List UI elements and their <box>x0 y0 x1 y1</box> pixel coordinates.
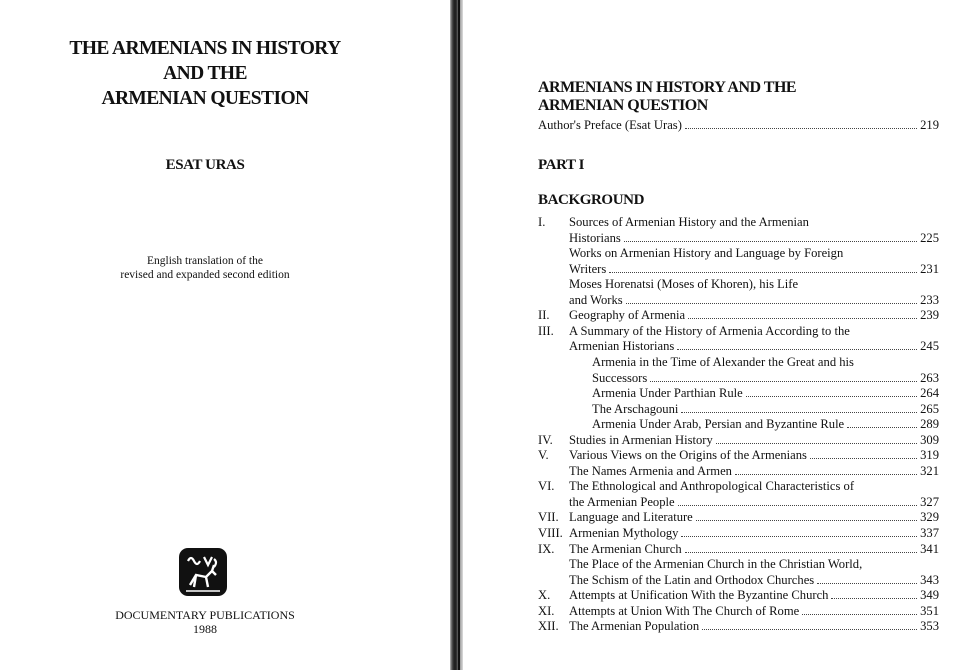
toc-leader-dots <box>685 118 917 129</box>
toc-leader-dots <box>624 231 917 242</box>
toc-leader-dots <box>802 604 917 615</box>
toc-entry-title: Author's Preface (Esat Uras) <box>538 118 682 132</box>
toc-leader-dots <box>681 526 917 537</box>
toc-page-number: 343 <box>920 572 939 587</box>
toc-entry-title: Sources of Armenian History and the Armenian <box>569 215 809 229</box>
toc-entry-number: III. <box>538 323 554 338</box>
edition-note <box>0 254 410 282</box>
toc-entry-title: Attempts at Unification With the Byzantine Church <box>569 588 829 603</box>
toc-entry <box>538 308 939 324</box>
toc-page-number: 327 <box>920 494 939 509</box>
toc-entry <box>538 215 939 231</box>
book-title-line: ARMENIAN QUESTION <box>101 88 309 109</box>
toc-page-number: 351 <box>920 603 939 618</box>
toc-page-number: 337 <box>920 526 939 540</box>
book-title <box>0 36 410 111</box>
toc-entry-number: I. <box>538 215 546 229</box>
toc-entry-title: The Names Armenia and Armen <box>569 463 732 478</box>
toc-entry-title: Attempts at Union With The Church of Rome <box>569 603 800 618</box>
toc-entry <box>538 432 939 449</box>
toc-page-number: 265 <box>920 401 939 416</box>
toc-entry <box>538 619 939 635</box>
toc-entry <box>538 323 939 340</box>
toc-entry-number: V. <box>538 448 549 463</box>
toc-entry-number: VI. <box>538 479 555 494</box>
toc-entry <box>569 293 939 309</box>
toc-entry-title: The Schism of the Latin and Orthodox Churches <box>569 572 815 587</box>
toc-leader-dots <box>688 308 917 319</box>
toc-leader-dots <box>685 542 917 553</box>
toc-entry <box>569 557 939 573</box>
toc-entry-title: Armenia Under Arab, Persian and Byzantine Rule <box>592 417 845 432</box>
publisher-info <box>0 608 410 636</box>
toc-entry-title: Historians <box>569 230 621 245</box>
toc-entry-title: Armenian Historians <box>569 339 675 354</box>
toc-leader-dots <box>716 433 917 444</box>
toc-entry-title: Various Views on the Origins of the Armenians <box>569 448 807 463</box>
toc-leader-dots <box>626 293 917 304</box>
toc-page-number: 245 <box>920 339 939 354</box>
toc-entry-number: IX. <box>538 541 555 556</box>
toc-entry-title: Studies in Armenian History <box>569 432 713 447</box>
toc-page-number: 264 <box>920 386 939 401</box>
part-heading: PART I <box>538 157 585 173</box>
contents-title-line: ARMENIANS IN HISTORY AND THE <box>538 79 797 96</box>
toc-entry-title: The Armenian Church <box>569 541 682 556</box>
publisher-name: DOCUMENTARY PUBLICATIONS <box>115 608 295 622</box>
toc-entry <box>538 448 939 464</box>
toc-leader-dots <box>677 339 917 350</box>
toc-entry <box>538 526 939 542</box>
toc-entry-title: Moses Horenatsi (Moses of Khoren), his Life <box>569 277 799 292</box>
toc-page-number: 233 <box>920 292 939 307</box>
toc-leader-dots <box>831 588 917 599</box>
toc-entry-number: XI. <box>538 603 555 618</box>
toc-entry-number: X. <box>538 588 551 603</box>
toc-page-number: 329 <box>920 510 939 525</box>
toc-leader-dots <box>678 495 917 506</box>
toc-entry <box>569 495 939 511</box>
toc-entry <box>538 510 939 526</box>
toc-page-number: 219 <box>920 118 939 132</box>
toc-entry <box>569 573 939 589</box>
toc-entry-title: Language and Literature <box>569 510 693 525</box>
toc-leader-dots <box>609 262 917 273</box>
toc-entry <box>592 417 939 433</box>
toc-leader-dots <box>650 371 917 382</box>
author-name: ESAT URAS <box>165 157 245 173</box>
publication-year: 1988 <box>193 622 217 636</box>
toc-entry-title: Armenian Mythology <box>569 526 679 540</box>
toc-entry-title: Armenia Under Parthian Rule <box>592 386 743 401</box>
toc-entry-title: The Place of the Armenian Church in the Christian World, <box>569 557 863 572</box>
right-page <box>463 0 977 670</box>
toc-entry-title: Works on Armenian History and Language by Foreign <box>569 246 844 261</box>
publisher-seal-icon <box>178 547 228 597</box>
toc-entry-title: Writers <box>569 261 607 276</box>
toc-entry <box>592 371 939 387</box>
toc-entry-title: A Summary of the History of Armenia According to the <box>569 323 850 338</box>
book-title-line: THE ARMENIANS IN HISTORY <box>69 38 341 59</box>
toc-entry-number: IV. <box>538 432 553 447</box>
contents-title-line: ARMENIAN QUESTION <box>538 97 708 114</box>
toc-entry <box>538 118 939 134</box>
toc-page-number: 353 <box>920 619 939 634</box>
toc-page-number: 231 <box>920 261 939 276</box>
book-title-line: AND THE <box>163 63 247 84</box>
toc-entry-number: VII. <box>538 510 559 525</box>
toc-page-number: 319 <box>920 448 939 463</box>
contents-title <box>538 79 796 115</box>
toc-entry-title: The Arschagouni <box>592 401 679 416</box>
toc-page-number: 263 <box>920 370 939 385</box>
toc-leader-dots <box>681 402 917 413</box>
toc-page-number: 349 <box>920 588 939 603</box>
toc-entry <box>592 355 939 371</box>
toc-entry <box>569 246 939 262</box>
spine-divider <box>458 0 460 670</box>
toc-entry-number: XII. <box>538 619 559 634</box>
toc-leader-dots <box>810 448 917 459</box>
toc-entry <box>569 339 939 355</box>
toc-entry <box>569 277 939 293</box>
toc-entry-title: and Works <box>569 292 623 307</box>
toc-entry-title: Successors <box>592 370 648 385</box>
toc-entry-title: Geography of Armenia <box>569 308 686 323</box>
toc-leader-dots <box>817 573 917 584</box>
toc-entry <box>592 402 939 418</box>
toc-leader-dots <box>847 417 917 428</box>
toc-entry <box>569 464 939 480</box>
toc-entry-title: The Ethnological and Anthropological Characteristics of <box>569 479 855 494</box>
toc-entry-title: the Armenian People <box>569 494 675 509</box>
toc-entry <box>569 262 939 278</box>
toc-page-number: 341 <box>920 541 939 556</box>
section-heading: BACKGROUND <box>538 192 645 208</box>
toc-entry-title: Armenia in the Time of Alexander the Great and his <box>592 354 854 369</box>
toc-entry <box>569 231 939 247</box>
toc-page-number: 309 <box>920 432 939 447</box>
toc-leader-dots <box>746 386 917 397</box>
toc-entry <box>592 386 939 402</box>
toc-page-number: 225 <box>920 230 939 245</box>
toc-leader-dots <box>702 619 917 630</box>
toc-entry <box>538 541 939 558</box>
toc-page-number: 321 <box>920 463 939 478</box>
toc-entry-number: VIII. <box>538 526 563 540</box>
toc-entry <box>538 479 939 495</box>
toc-entry <box>538 588 939 604</box>
toc-page-number: 239 <box>920 308 939 323</box>
toc-page-number: 289 <box>920 417 939 432</box>
toc-entry-title: The Armenian Population <box>569 619 700 634</box>
toc-leader-dots <box>696 510 917 521</box>
toc-leader-dots <box>735 464 917 475</box>
edition-note-line: English translation of the <box>147 255 263 267</box>
left-page <box>0 0 450 670</box>
book-spine <box>450 0 463 670</box>
toc-entry <box>538 603 939 620</box>
edition-note-line: revised and expanded second edition <box>120 269 290 281</box>
toc-entry-number: II. <box>538 308 550 323</box>
